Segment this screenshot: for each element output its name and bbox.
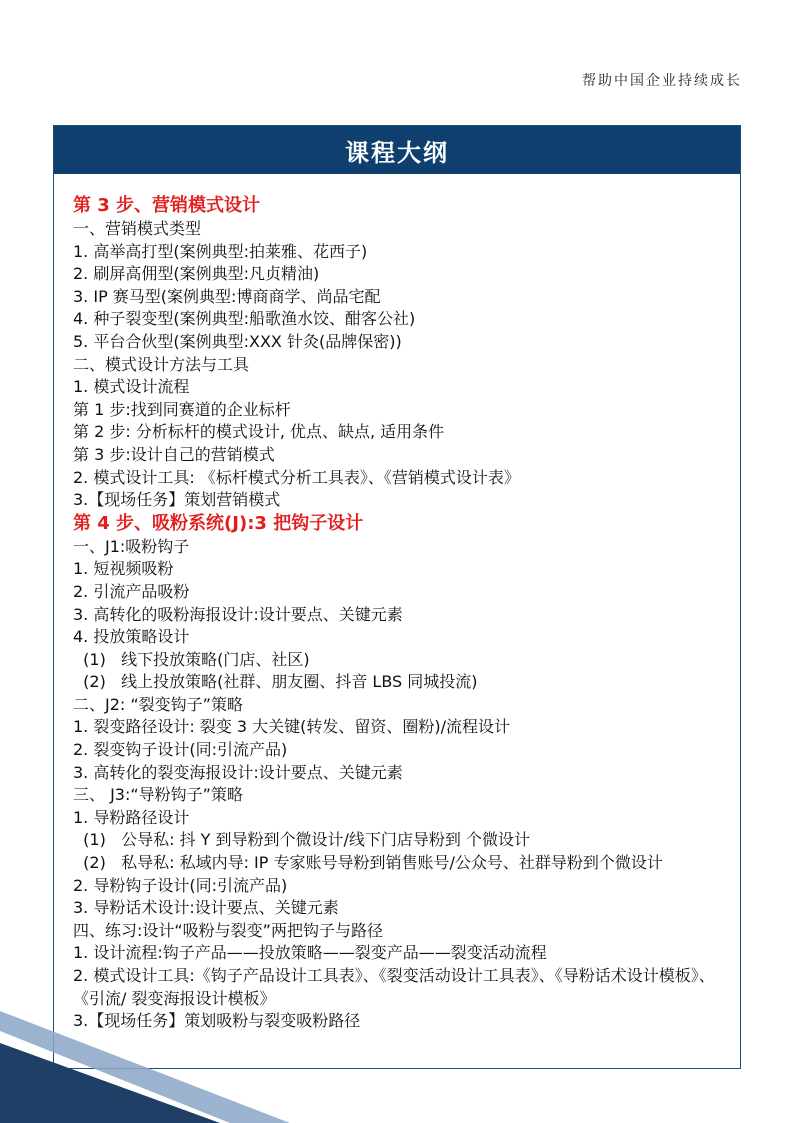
step3-line: 二、模式设计方法与工具 (73, 354, 250, 374)
step4-line: 2. 导粉钩子设计(同:引流产品) (73, 875, 288, 895)
step4-line: 3. 高转化的裂变海报设计:设计要点、关键元素 (73, 762, 403, 782)
step4-line: 1. 裂变路径设计: 裂变 3 大关键(转发、留资、圈粉)/流程设计 (73, 717, 511, 737)
step4-line: 4. 投放策略设计 (73, 627, 190, 647)
step3-line: 1. 模式设计流程 (73, 377, 190, 397)
step4-line: 1. 设计流程:钩子产品——投放策略——裂变产品——裂变活动流程 (73, 943, 547, 963)
step3-line: 1. 高举高打型(案例典型:拍莱雅、花西子) (73, 241, 368, 261)
course-outline-box (53, 125, 741, 1069)
step4-line: (2) 私导私: 私域内导: IP 专家账号导粉到销售账号/公众号、社群导粉到个微设计 (73, 853, 663, 873)
step3-line: 第 1 步:找到同赛道的企业标杆 (73, 399, 291, 419)
step4-heading: 第 4 步、吸粉系统(J):3 把钩子设计 (73, 512, 364, 534)
step4-line: 二、J2: “裂变钩子”策略 (73, 694, 243, 714)
page-title: 课程大纲 (54, 126, 740, 174)
step3-line: 2. 模式设计工具: 《标杆模式分析工具表》、《营销模式设计表》 (73, 467, 520, 487)
step4-line: (1) 线下投放策略(门店、社区) (73, 649, 310, 669)
step3-line: 3. IP 赛马型(案例典型:博商商学、尚品宅配 (73, 286, 381, 306)
step4-line: 1. 短视频吸粉 (73, 559, 174, 579)
step3-line: 第 2 步: 分析标杆的模式设计, 优点、缺点, 适用条件 (73, 422, 445, 442)
step3-line: 第 3 步:设计自己的营销模式 (73, 444, 275, 464)
step3-heading: 第 3 步、营销模式设计 (73, 195, 261, 216)
step4-line: 四、练习:设计“吸粉与裂变”两把钩子与路径 (73, 920, 383, 940)
step3-line: 5. 平台合伙型(案例典型:XXX 针灸(品牌保密)) (73, 331, 402, 351)
header-slogan: 帮助中国企业持续成长 (582, 73, 742, 89)
step3-line: 3.【现场任务】策划营销模式 (73, 490, 281, 510)
step3-line: 4. 种子裂变型(案例典型:船歌渔水饺、酣客公社) (73, 309, 416, 329)
outline-content (73, 194, 730, 1033)
step4-line: 3.【现场任务】策划吸粉与裂变吸粉路径 (73, 1011, 361, 1031)
step3-line: 一、营销模式类型 (73, 219, 202, 238)
step4-line: (1) 公导私: 抖 Y 到导粉到个微设计/线下门店导粉到 个微设计 (73, 830, 530, 850)
step4-line: 3. 高转化的吸粉海报设计:设计要点、关键元素 (73, 604, 403, 624)
step4-line: (2) 线上投放策略(社群、朋友圈、抖音 LBS 同城投流) (73, 672, 478, 692)
corner-decoration (0, 1003, 320, 1123)
step4-line: 1. 导粉路径设计 (73, 807, 190, 827)
step4-line: 2. 裂变钩子设计(同:引流产品) (73, 740, 288, 760)
step4-line: 2. 引流产品吸粉 (73, 581, 190, 601)
step4-line: 2. 模式设计工具:《钩子产品设计工具表》、《裂变活动设计工具表》、《导粉话术设计模板》、《引流/ 裂变海报设计模板》 (73, 966, 715, 1008)
step3-line: 2. 刷屏高佣型(案例典型:凡贞精油) (73, 264, 320, 284)
step4-line: 一、J1:吸粉钩子 (73, 536, 190, 556)
step4-line: 3. 导粉话术设计:设计要点、关键元素 (73, 898, 339, 918)
step4-line: 三、 J3:“导粉钩子”策略 (73, 785, 243, 805)
